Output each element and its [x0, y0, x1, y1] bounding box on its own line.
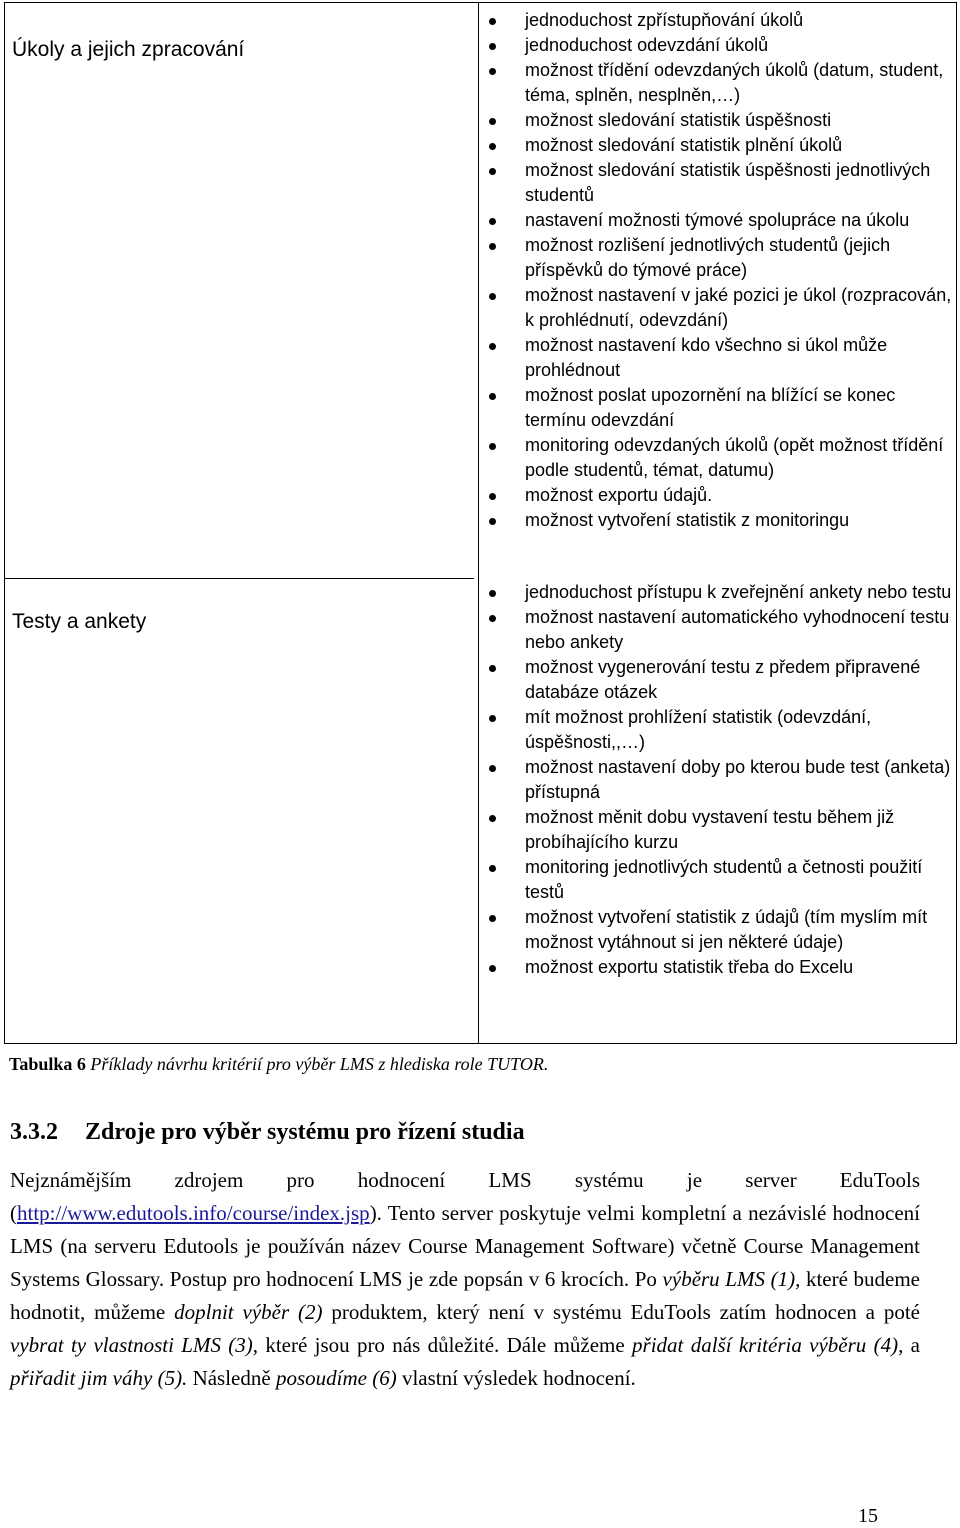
category-ukoly: Úkoly a jejich zpracování — [12, 38, 245, 61]
table-caption — [9, 1054, 548, 1075]
text-run: Nejznámějším zdrojem pro hodnocení LMS systému je server EduTools ( — [10, 1168, 920, 1225]
category-testy: Testy a ankety — [12, 610, 147, 633]
text-run: Následně — [187, 1366, 276, 1390]
list-item: možnost nastavení kdo všechno si úkol může prohlédnout — [489, 333, 957, 383]
page-number: 15 — [858, 1505, 878, 1527]
italic-run: vybrat ty vlastnosti LMS (3) — [10, 1333, 253, 1357]
list-item: možnost vygenerování testu z předem připravené databáze otázek — [489, 655, 957, 705]
italic-run: výběru LMS (1), — [662, 1267, 801, 1291]
list-item: nastavení možnosti týmové spolupráce na úkolu — [489, 208, 957, 233]
text-run: a — [903, 1333, 921, 1357]
list-item: možnost třídění odevzdaných úkolů (datum, student, téma, splněn, nesplněn,…) — [489, 58, 957, 108]
list-item: možnost exportu statistik třeba do Excelu — [489, 955, 957, 980]
caption-label: Tabulka 6 — [9, 1054, 86, 1074]
section-heading — [10, 1119, 525, 1146]
list-item: monitoring jednotlivých studentů a četnosti použití testů — [489, 855, 957, 905]
edutools-link[interactable]: http://www.edutools.info/course/index.jsp — [17, 1201, 370, 1225]
list-item: možnost vytvoření statistik z monitoringu — [489, 508, 957, 533]
list-item: možnost měnit dobu vystavení testu během již probíhajícího kurzu — [489, 805, 957, 855]
italic-run: přiřadit jim váhy (5). — [10, 1366, 188, 1390]
list-item: možnost exportu údajů. — [489, 483, 957, 508]
list-item: možnost sledování statistik úspěšnosti — [489, 108, 957, 133]
body-paragraph — [10, 1164, 920, 1395]
section-title: Zdroje pro výběr systému pro řízení studia — [85, 1119, 525, 1145]
list-item: možnost vytvoření statistik z údajů (tím myslím mít možnost vytáhnout si jen některé údaje) — [489, 905, 957, 955]
list-item: možnost rozlišení jednotlivých studentů (jejich příspěvků do týmové práce) — [489, 233, 957, 283]
text-run: vlastní výsledek hodnocení. — [396, 1366, 636, 1390]
list-item: možnost sledování statistik plnění úkolů — [489, 133, 957, 158]
list-item: možnost nastavení v jaké pozici je úkol (rozpracován, k prohlédnutí, odevzdání) — [489, 283, 957, 333]
list-item: možnost nastavení automatického vyhodnocení testu nebo ankety — [489, 605, 957, 655]
text-run: produktem, který není v systému EduTools zatím hodnocen a poté — [322, 1300, 920, 1324]
list-item: možnost sledování statistik úspěšnosti jednotlivých studentů — [489, 158, 957, 208]
caption-text: Příklady návrhu kritérií pro výběr LMS z hlediska role TUTOR. — [90, 1054, 549, 1074]
column-divider — [478, 3, 479, 1043]
italic-run: doplnit výběr (2) — [174, 1300, 323, 1324]
list-item: jednoduchost odevzdání úkolů — [489, 33, 957, 58]
list-item: monitoring odevzdaných úkolů (opět možnost třídění podle studentů, témat, datumu) — [489, 433, 957, 483]
criteria-table — [4, 2, 957, 1044]
testy-criteria-list — [489, 580, 957, 980]
list-item: mít možnost prohlížení statistik (odevzdání, úspěšnosti,,…) — [489, 705, 957, 755]
list-item: možnost nastavení doby po kterou bude test (anketa) přístupná — [489, 755, 957, 805]
list-item: jednoduchost přístupu k zveřejnění ankety nebo testu — [489, 580, 957, 605]
ukoly-criteria-list — [489, 8, 957, 533]
list-item: jednoduchost zpřístupňování úkolů — [489, 8, 957, 33]
italic-run: posoudíme (6) — [275, 1366, 397, 1390]
italic-run: přidat další kritéria výběru (4), — [632, 1333, 904, 1357]
text-run: které budeme hodnotit, můžeme — [10, 1267, 920, 1324]
text-run: , které jsou pro nás důležité. Dále můžeme — [252, 1333, 633, 1357]
section-number: 3.3.2 — [10, 1119, 58, 1145]
list-item: možnost poslat upozornění na blížící se konec termínu odevzdání — [489, 383, 957, 433]
text-run: ). Tento server poskytuje velmi kompletní a nezávislé hodnocení LMS (na serveru Edutools je používán název Course Management Software) včetně Course Management Systems Glossary. Postup pro hodnocení LMS je zde popsán v 6 krocích. Po — [10, 1201, 920, 1291]
row-divider — [5, 578, 474, 579]
